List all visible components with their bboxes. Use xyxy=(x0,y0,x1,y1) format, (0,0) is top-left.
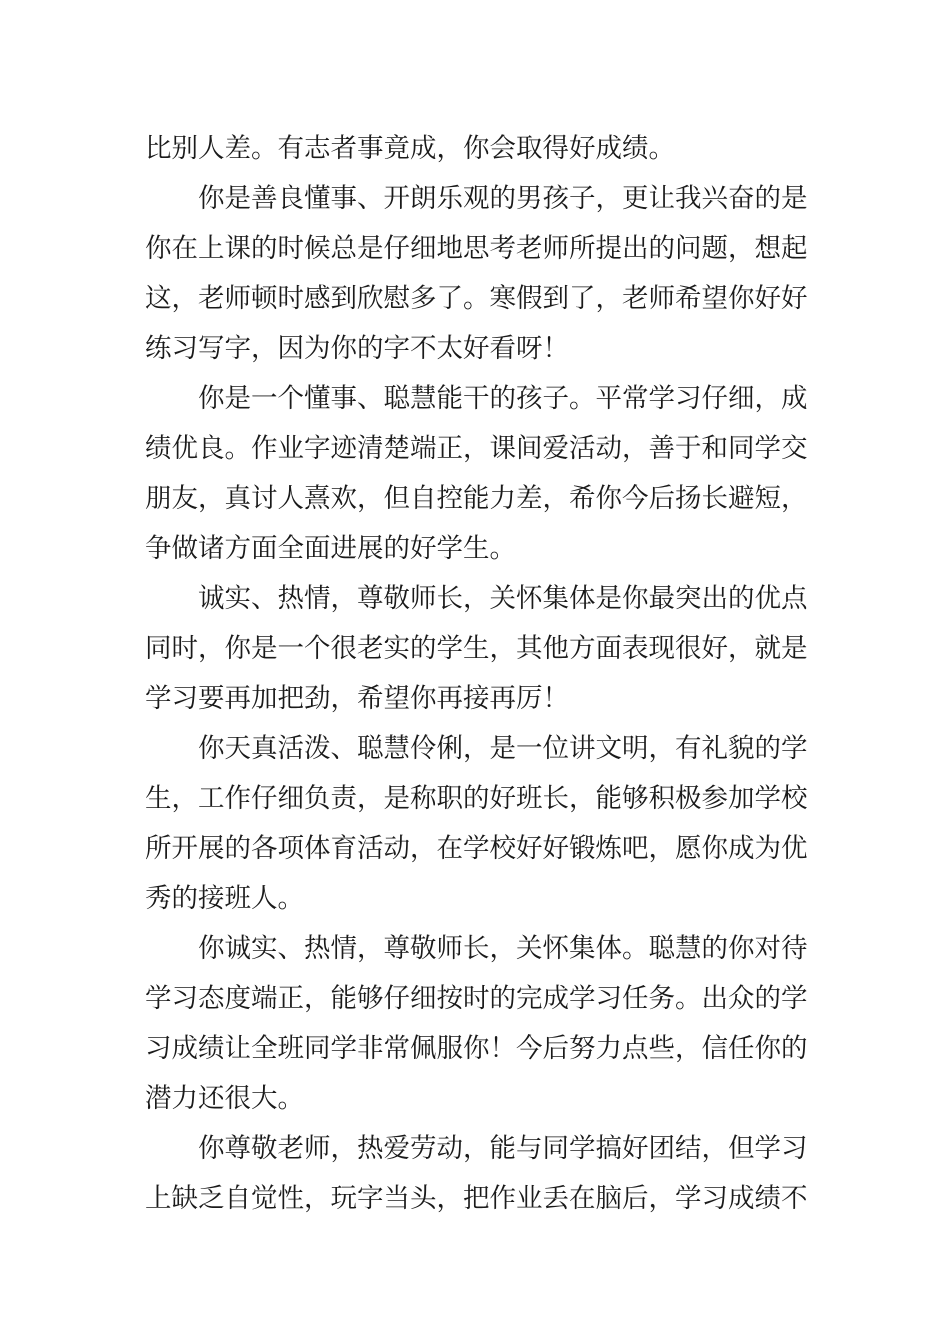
paragraph xyxy=(145,724,807,924)
text-line: 诚实、热情，尊敬师长，关怀集体是你最突出的优点 xyxy=(198,583,808,614)
text-line: 学习态度端正，能够仔细按时的完成学习任务。出众的学 xyxy=(145,983,808,1014)
paragraph xyxy=(145,124,807,174)
paragraph xyxy=(145,574,807,724)
text-line: 比别人差。有志者事竟成，你会取得好成绩。 xyxy=(145,133,675,164)
text-line: 生，工作仔细负责，是称职的好班长，能够积极参加学校 xyxy=(145,783,808,814)
text-line: 习成绩让全班同学非常佩服你！今后努力点些，信任你的 xyxy=(145,1033,808,1064)
text-line: 潜力还很大。 xyxy=(145,1083,304,1114)
text-line: 你在上课的时候总是仔细地思考老师所提出的问题，想起 xyxy=(145,233,808,264)
paragraph xyxy=(145,174,807,374)
text-line: 练习写字，因为你的字不太好看呀！ xyxy=(145,333,569,364)
text-line: 所开展的各项体育活动，在学校好好锻炼吧，愿你成为优 xyxy=(145,833,808,864)
text-line: 这，老师顿时感到欣慰多了。寒假到了，老师希望你好好 xyxy=(145,283,808,314)
text-line: 你诚实、热情，尊敬师长，关怀集体。聪慧的你对待 xyxy=(198,933,808,964)
text-line: 上缺乏自觉性，玩字当头，把作业丢在脑后，学习成绩不 xyxy=(145,1183,808,1214)
paragraph xyxy=(145,374,807,574)
text-line: 争做诸方面全面进展的好学生。 xyxy=(145,533,516,564)
text-line: 你是善良懂事、开朗乐观的男孩子，更让我兴奋的是 xyxy=(198,183,808,214)
text-line: 秀的接班人。 xyxy=(145,883,304,914)
document-body xyxy=(145,124,807,1224)
paragraph xyxy=(145,924,807,1124)
text-line: 你是一个懂事、聪慧能干的孩子。平常学习仔细，成 xyxy=(198,383,808,414)
text-line: 绩优良。作业字迹清楚端正，课间爱活动，善于和同学交 xyxy=(145,433,808,464)
text-line: 你天真活泼、聪慧伶俐，是一位讲文明，有礼貌的学 xyxy=(198,733,808,764)
text-line: 你尊敬老师，热爱劳动，能与同学搞好团结，但学习 xyxy=(198,1133,808,1164)
text-line: 朋友，真讨人熹欢，但自控能力差，希你今后扬长避短， xyxy=(145,483,808,514)
text-line: 学习要再加把劲，希望你再接再厉！ xyxy=(145,683,569,714)
paragraph xyxy=(145,1124,807,1224)
text-line: 同时，你是一个很老实的学生，其他方面表现很好，就是 xyxy=(145,633,808,664)
